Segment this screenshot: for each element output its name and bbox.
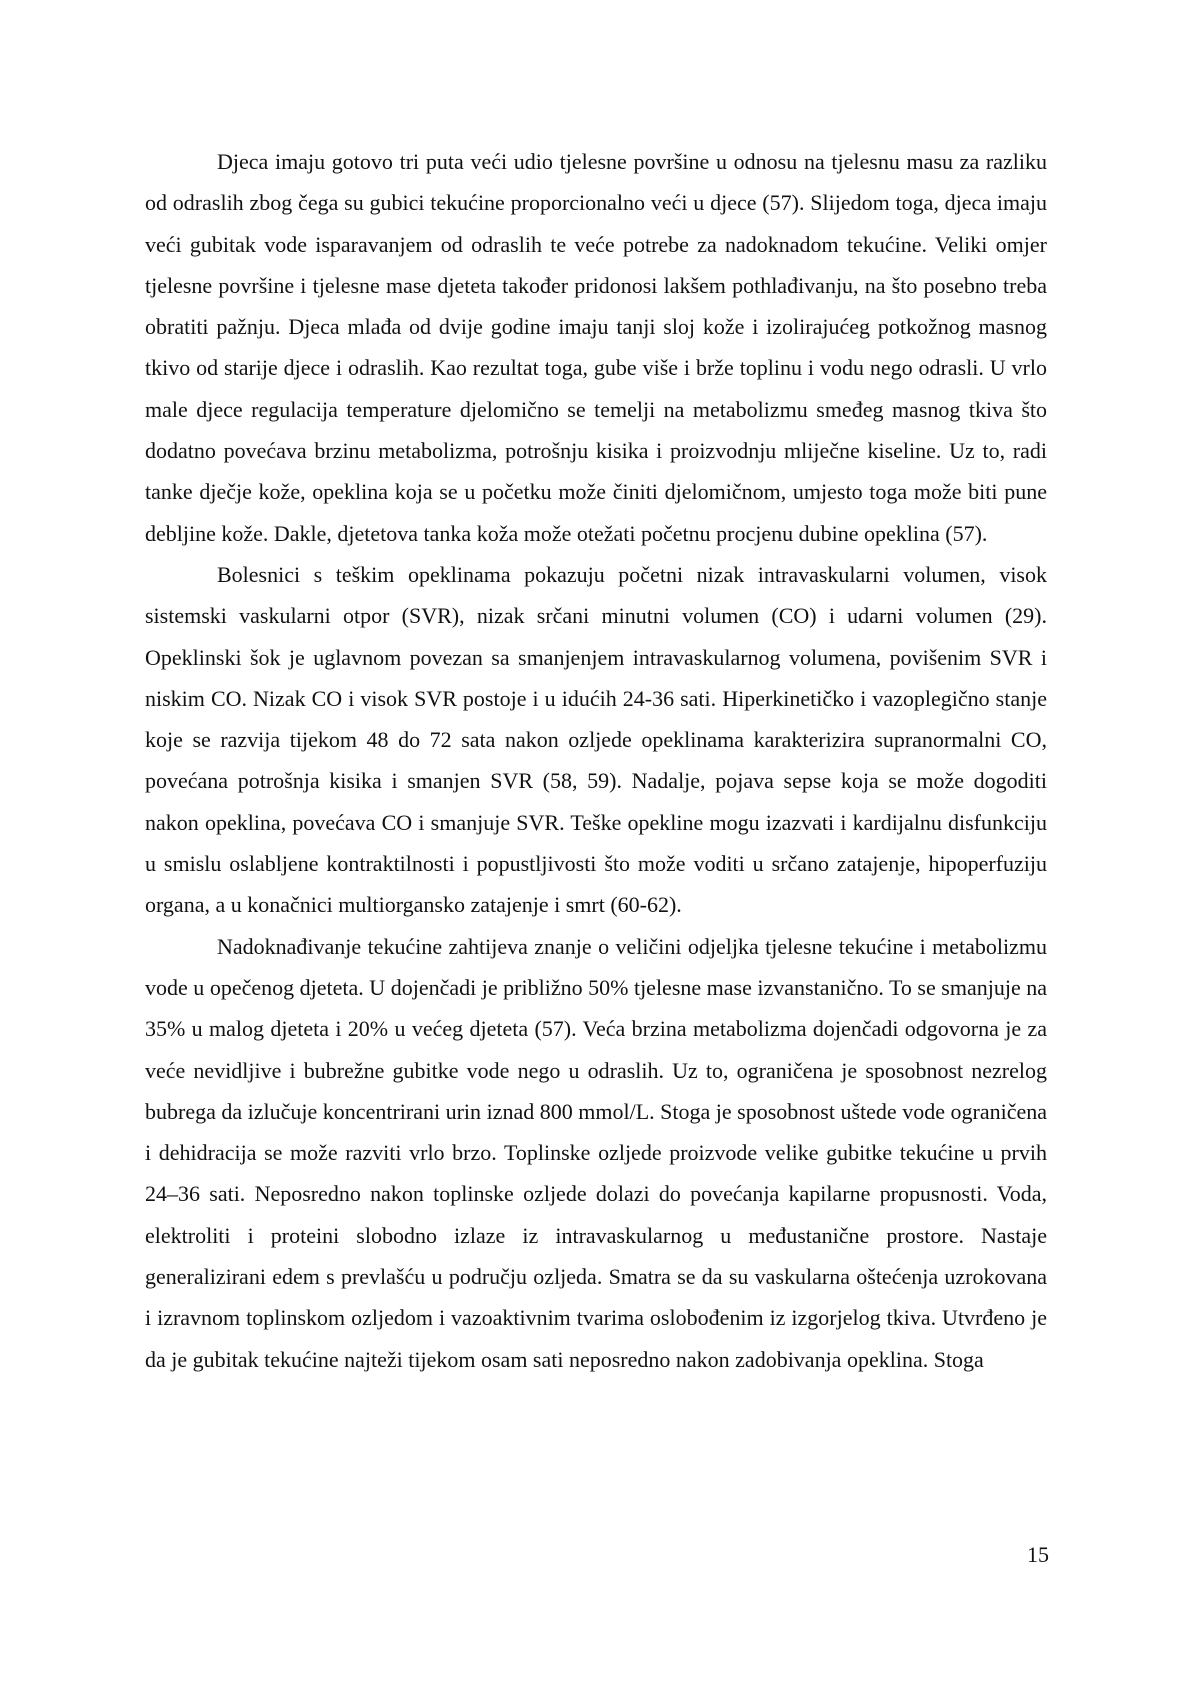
paragraph-2: Bolesnici s teškim opeklinama pokazuju početni nizak intravaskularni volumen, visok sistemski vaskularni otpor (SVR), nizak srčani minutni volumen (CO) i udarni volumen (29). Opeklinski šok je uglavnom povezan sa smanjenjem intravaskularnog volumena, povišenim SVR i niskim CO. Nizak CO i visok SVR postoje i u idućih 24-36 sati. Hiperkinetičko i vazoplegično stanje koje se razvija tijekom 48 do 72 sata nakon ozljede opeklinama karakterizira supranormalni CO, povećana potrošnja kisika i smanjen SVR (58, 59). Nadalje, pojava sepse koja se može dogoditi nakon opeklina, povećava CO i smanjuje SVR. Teške opekline mogu izazvati i kardijalnu disfunkciju u smislu oslabljene kontraktilnosti i popustljivosti što može voditi u srčano zatajenje, hipoperfuziju organa, a u konačnici multiorgansko zatajenje i smrt (60-62). — [145, 561, 1047, 918]
paragraph-3: Nadoknađivanje tekućine zahtijeva znanje o veličini odjeljka tjelesne tekućine i metabolizmu vode u opečenog djeteta. U dojenčadi je približno 50% tjelesne mase izvanstanično. To se smanjuje na 35% u malog djeteta i 20% u većeg djeteta (57). Veća brzina metabolizma dojenčadi odgovorna je za veće nevidljive i bubrežne gubitke vode nego u odraslih. Uz to, ograničena je sposobnost nezrelog bubrega da izlučuje koncentrirani urin iznad 800 mmol/L. Stoga je sposobnost uštede vode ograničena i dehidracija se može razviti vrlo brzo. Toplinske ozljede proizvode velike gubitke tekućine u prvih 24–36 sati. Neposredno nakon toplinske ozljede dolazi do povećanja kapilarne propusnosti. Voda, elektroliti i proteini slobodno izlaze iz intravaskularnog u međustanične prostore. Nastaje generalizirani edem s prevlašću u području ozljeda. Smatra se da su vaskularna oštećenja uzrokovana i izravnom toplinskom ozljedom i vazoaktivnim tvarima oslobođenim iz izgorjelog tkiva. Utvrđeno je da je gubitak tekućine najteži tijekom osam sati neposredno nakon zadobivanja opeklina. Stoga — [145, 933, 1047, 1372]
body-text — [145, 141, 1047, 1380]
paragraph-1: Djeca imaju gotovo tri puta veći udio tjelesne površine u odnosu na tjelesnu masu za razliku od odraslih zbog čega su gubici tekućine proporcionalno veći u djece (57). Slijedom toga, djeca imaju veći gubitak vode isparavanjem od odraslih te veće potrebe za nadoknadom tekućine. Veliki omjer tjelesne površine i tjelesne mase djeteta također pridonosi lakšem pothlađivanju, na što posebno treba obratiti pažnju. Djeca mlađa od dvije godine imaju tanji sloj kože i izolirajućeg potkožnog masnog tkivo od starije djece i odraslih. Kao rezultat toga, gube više i brže toplinu i vodu nego odrasli. U vrlo male djece regulacija temperature djelomično se temelji na metabolizmu smeđeg masnog tkiva što dodatno povećava brzinu metabolizma, potrošnju kisika i proizvodnju mliječne kiseline. Uz to, radi tanke dječje kože, opeklina koja se u početku može činiti djelomičnom, umjesto toga može biti pune debljine kože. Dakle, djetetova tanka koža može otežati početnu procjenu dubine opeklina (57). — [145, 149, 1047, 546]
page-number: 15 — [1027, 1542, 1049, 1567]
